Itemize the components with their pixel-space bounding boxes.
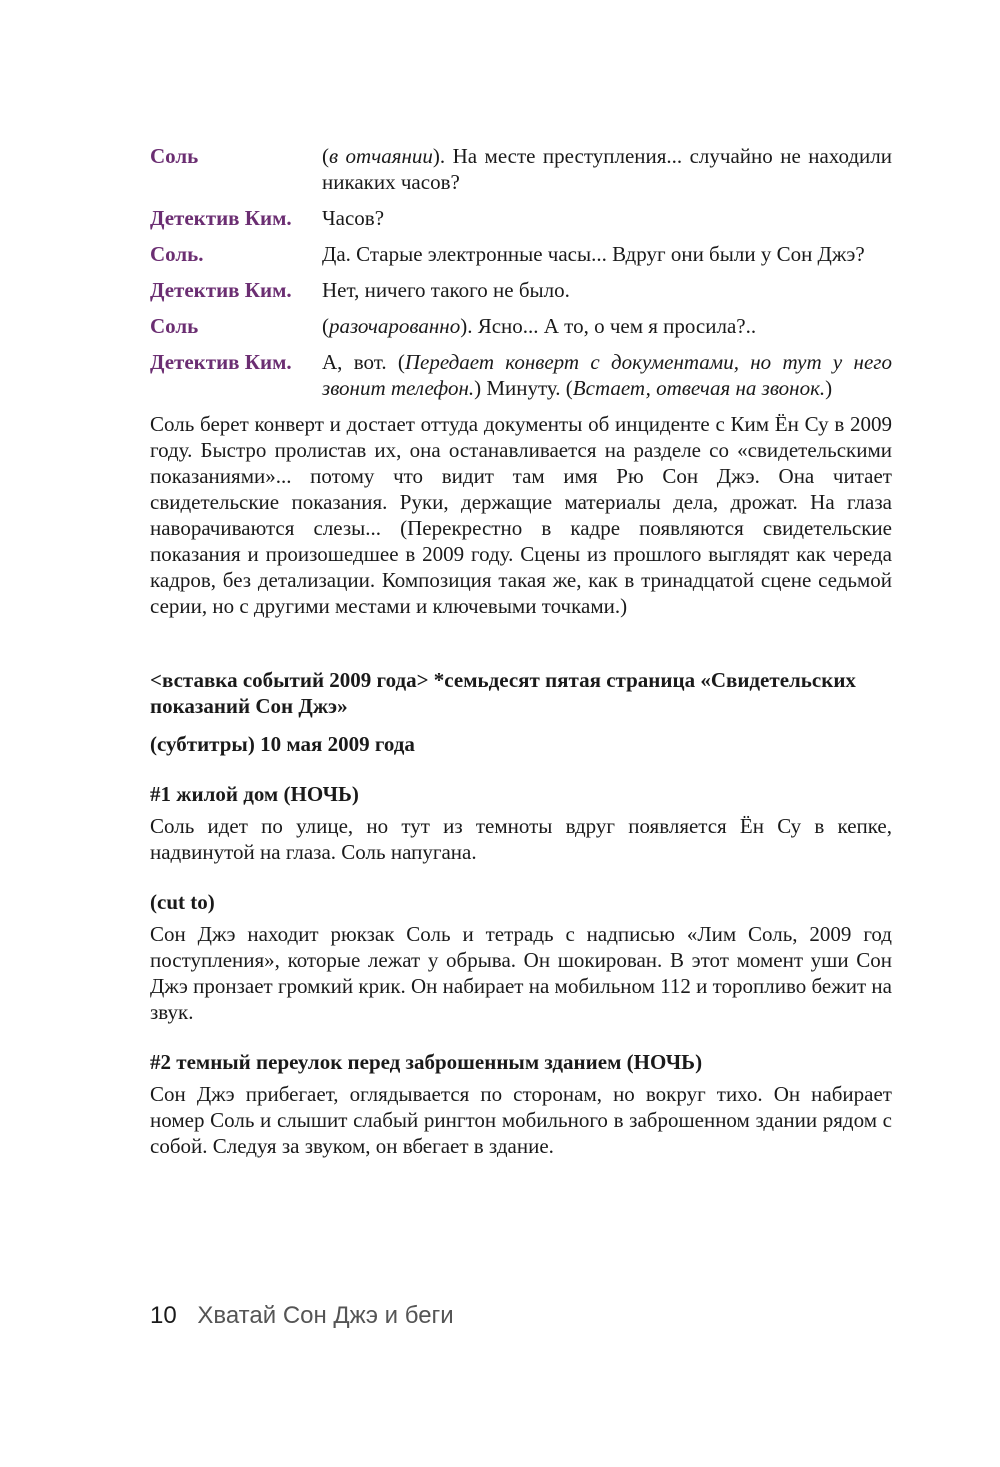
narration-paragraph: Соль берет конверт и достает оттуда документы об инциденте с Ким Ён Су в 2009 году. Быстро пролистав их, она останавливается на разделе со «свидетельскими показаниями»... потому что видит там имя Рю Сон Джэ. Она читает свидетельские показания. Руки, держащие материалы дела, дрожат. На глаза наворачиваются слезы... (Перекрестно в кадре появляются свидетельские показания и произошедшее в 2009 году. Сцены из прошлого выглядят как череда кадров, без детализации. Композиция такая же, как в тринадцатой сцене седьмой серии, но с другими местами и ключевыми точками.) bbox=[150, 412, 892, 618]
stage-direction: Встает, отвечая на звонок. bbox=[572, 376, 826, 400]
stage-direction: в отчаянии bbox=[329, 144, 433, 168]
dialogue-line bbox=[150, 241, 892, 267]
speech-text bbox=[322, 241, 892, 267]
dialogue-line bbox=[150, 349, 892, 401]
speech-text bbox=[322, 205, 892, 231]
speech-text bbox=[322, 277, 892, 303]
speaker-name: Соль. bbox=[150, 242, 204, 266]
speech-text bbox=[322, 143, 892, 195]
dialogue-line bbox=[150, 277, 892, 303]
speech-fragment: ). Ясно... А то, о чем я просила?.. bbox=[460, 314, 757, 338]
speaker-name: Детектив Ким. bbox=[150, 350, 292, 374]
dialogue-block bbox=[150, 143, 892, 401]
speech-text bbox=[322, 313, 892, 339]
dialogue-line bbox=[150, 143, 892, 195]
page-footer bbox=[150, 1302, 454, 1330]
page-content bbox=[150, 143, 892, 1159]
speaker-name: Соль bbox=[150, 144, 199, 168]
dialogue-line bbox=[150, 313, 892, 339]
speech-fragment: Часов? bbox=[322, 206, 385, 230]
book-title: Хватай Сон Джэ и беги bbox=[197, 1302, 454, 1329]
scene-2-heading: #2 темный переулок перед заброшенным зданием (НОЧЬ) bbox=[150, 1050, 703, 1074]
speech-fragment: ) bbox=[825, 376, 833, 400]
scene-1-heading: #1 жилой дом (НОЧЬ) bbox=[150, 782, 359, 806]
stage-direction: разочарованно bbox=[329, 314, 461, 338]
speech-fragment: ( bbox=[322, 314, 329, 338]
speaker-name: Соль bbox=[150, 314, 199, 338]
cut-to-heading: (cut to) bbox=[150, 890, 215, 914]
speech-text bbox=[322, 349, 892, 401]
dialogue-line bbox=[150, 205, 892, 231]
speaker-name: Детектив Ким. bbox=[150, 278, 292, 302]
speech-fragment: Нет, ничего такого не было. bbox=[322, 278, 570, 302]
scene-1-text: Соль идет по улице, но тут из темноты вдруг появляется Ён Су в кепке, надвинутой на глаза. Соль напугана. bbox=[150, 814, 892, 864]
speaker-name: Детектив Ким. bbox=[150, 206, 292, 230]
speech-fragment: Да. Старые электронные часы... Вдруг они были у Сон Джэ? bbox=[322, 242, 865, 266]
speech-fragment: А, вот. ( bbox=[322, 350, 405, 374]
subtitle-line: (субтитры) 10 мая 2009 года bbox=[150, 732, 415, 756]
speech-fragment: ). На месте преступления... случайно не находили никаких часов? bbox=[322, 144, 892, 194]
cut-to-text: Сон Джэ находит рюкзак Соль и тетрадь с надписью «Лим Соль, 2009 год поступления», которые лежат у обрыва. Он шокирован. В этот момент уши Сон Джэ пронзает громкий крик. Он набирает на мобильном 112 и торопливо бежит на звук. bbox=[150, 922, 892, 1024]
speech-fragment: ( bbox=[322, 144, 329, 168]
scene-2-text: Сон Джэ прибегает, оглядывается по сторонам, но вокруг тихо. Он набирает номер Соль и слышит слабый рингтон мобильного в заброшенном здании рядом с собой. Следуя за звуком, он вбегает в здание. bbox=[150, 1082, 892, 1158]
insert-heading: <вставка событий 2009 года> *семьдесят пятая страница «Свидетельских показаний Сон Джэ» bbox=[150, 668, 856, 718]
stage-direction: Передает конверт с документами, но тут у него звонит телефон. bbox=[322, 350, 892, 400]
speech-fragment: ) Минуту. ( bbox=[474, 376, 573, 400]
page-number: 10 bbox=[150, 1302, 177, 1329]
